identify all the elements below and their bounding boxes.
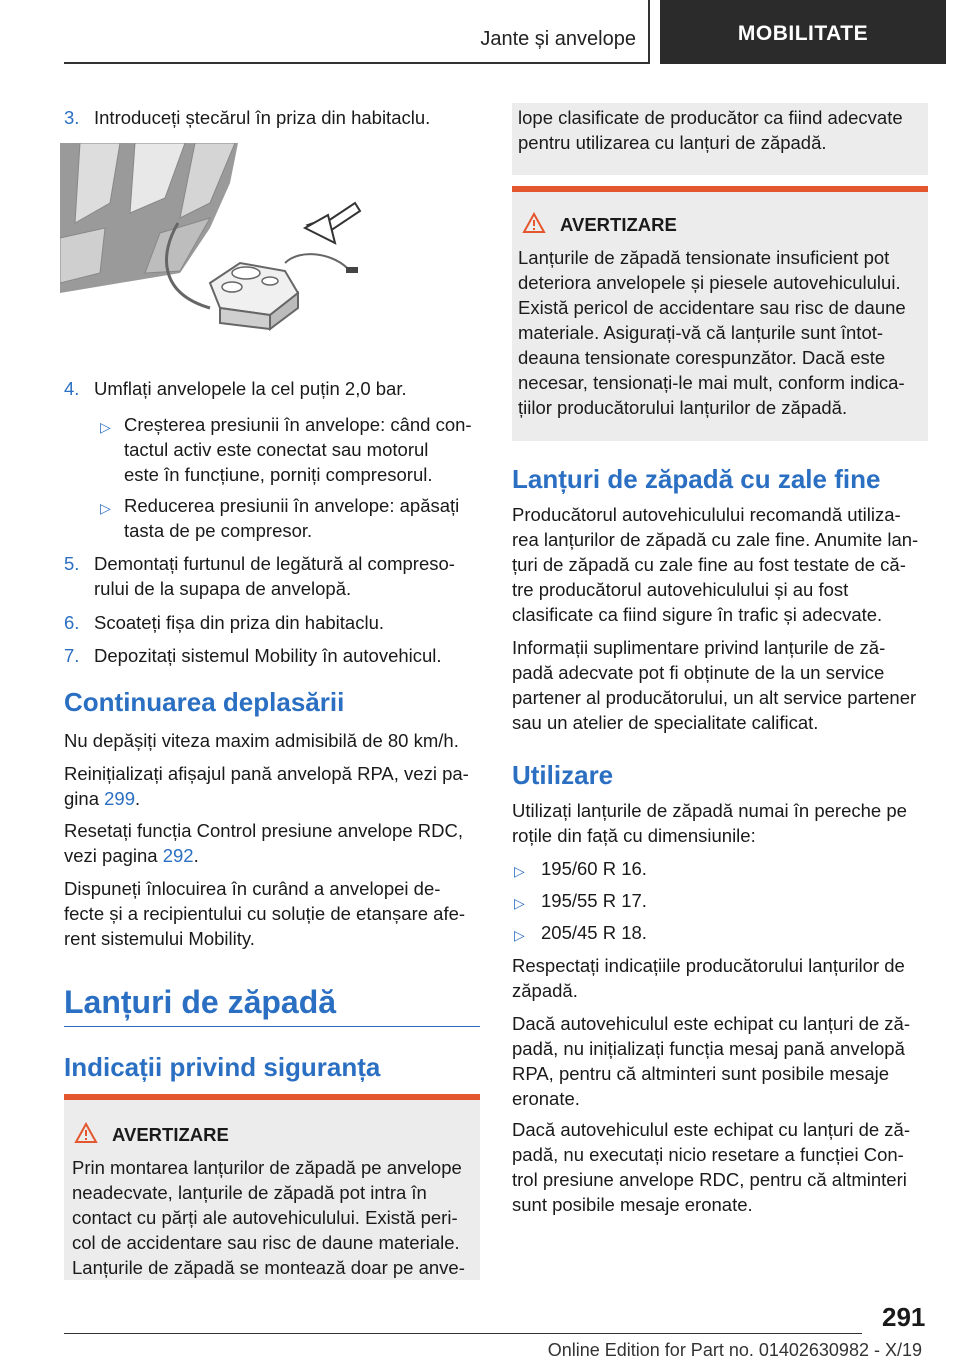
section-heading: Indicații privind siguranța [64,1052,381,1082]
paragraph-line: Dispuneți înlocuirea în curând a anvelopei de- [64,878,441,899]
warning-line: Lanțurile de zăpadă se montează doar pe anve- [72,1257,465,1278]
text: gina [64,788,105,809]
warning-line: pentru utilizarea cu lanțuri de zăpadă. [518,132,827,153]
warning-line: contact cu părți ale autovehiculului. Există peri- [72,1207,458,1228]
step-text: Introduceți ștecărul în priza din habitaclu. [94,107,431,128]
warning-triangle-icon [74,1122,98,1144]
warning-line: deauna tensionate corespunzător. Dacă este [518,347,886,368]
paragraph-line: eronate. [512,1088,580,1109]
arrow-icon [305,203,360,243]
substep-line: este în funcțiune, porniți compresorul. [124,464,433,485]
chapter-tab [660,0,946,64]
section-title: Jante și anvelope [480,28,636,50]
paragraph-line: rent sistemului Mobility. [64,928,255,949]
paragraph-line: padă, nu inițializați funcția mesaj pană anvelopă [512,1038,905,1059]
step-number: 4. [64,378,80,399]
substep-line: Creșterea presiunii în anvelope: când con- [124,414,472,435]
step-text: rului de la supapa de anvelopă. [94,578,352,599]
chapter-heading: Lanțuri de zăpadă [64,984,337,1020]
text: vezi pagina [64,845,163,866]
paragraph-line: partener al producătorului, un alt service partener [512,687,917,708]
paragraph-line: țuri de zăpadă cu zale fine au fost testate de că- [512,554,906,575]
page-link[interactable]: 299 [104,788,135,809]
page-link[interactable]: 292 [162,845,194,866]
paragraph: Reinițializați afișajul pană anvelopă RPA, vezi pa- [64,763,469,784]
compressor-illustration [60,143,380,333]
substep-line: Reducerea presiunii în anvelope: apăsați [124,495,460,516]
triangle-right-icon: ▷ [100,500,111,516]
step-number: 7. [64,645,80,666]
warning-line: deteriora anvelopele și piesele autovehiculului. [518,272,901,293]
step-text: Depozitați sistemul Mobility în autovehicul. [94,645,442,666]
size-item: 195/55 R 17. [541,890,647,911]
paragraph-line: Utilizați lanțurile de zăpadă numai în pereche pe [512,800,907,821]
paragraph-line: Dacă autovehiculul este echipat cu lanțuri de ză- [512,1119,910,1140]
warning-line: col de accidentare sau risc de daune materiale. [72,1232,460,1253]
paragraph-line: tre producătorul autovehiculului și au fost [512,579,849,600]
paragraph-line: RPA, pentru că altminteri sunt posibile mesaje [512,1063,890,1084]
warning-line: Prin montarea lanțurilor de zăpadă pe anvelope [72,1157,462,1178]
warning-line: Există pericol de accidentare sau risc de daune [518,297,906,318]
step-number: 6. [64,612,80,633]
step-number: 5. [64,553,80,574]
paragraph: Resetați funcția Control presiune anvelope RDC, [64,820,463,841]
paragraph-line: roțile din față cu dimensiunile: [512,825,756,846]
paragraph-line: fecte și a recipientului cu soluție de etanșare afe- [64,903,466,924]
text: . [193,845,199,866]
paragraph-line: sau un atelier de specialitate calificat. [512,712,819,733]
triangle-right-icon: ▷ [514,863,525,879]
edition-footer: Online Edition for Part no. 01402630982 - X/19 [547,1340,922,1360]
step-text: Umflați anvelopele la cel puțin 2,0 bar. [94,378,407,399]
paragraph: Nu depășiți viteza maxim admisibilă de 80 km/h. [64,730,459,751]
warning-line: neadecvate, lanțurile de zăpadă pot intra în [72,1182,427,1203]
warning-line: necesar, tensionați-le mai mult, conform indica- [518,372,905,393]
paragraph-line: trol presiune anvelope RDC, pentru că altminteri [512,1169,907,1190]
warning-title: AVERTIZARE [560,214,677,235]
paragraph-line: Producătorul autovehiculului recomandă utiliza- [512,504,901,525]
paragraph-line: rea lanțurilor de zăpadă cu zale fine. Anumite lan- [512,529,919,550]
paragraph-line: padă, nu executați nicio resetare a funcției Con- [512,1144,904,1165]
substep-line: tactul activ este conectat sau motorul [124,439,429,460]
triangle-right-icon: ▷ [514,927,525,943]
size-item: 205/45 R 18. [541,922,647,943]
paragraph-line: clasificate ca fiind sigure în trafic și adecvate. [512,604,883,625]
footer-rule [64,1333,862,1334]
heading-rule [64,1026,480,1027]
section-heading: Utilizare [512,760,614,790]
paragraph-line: Respectați indicațiile producătorului lanțurilor de [512,955,905,976]
paragraph-line: sunt posibile mesaje eronate. [512,1194,753,1215]
step-text: Scoateți fișa din priza din habitaclu. [94,612,385,633]
substep-line: tasta de pe compresor. [124,520,313,541]
paragraph [64,843,199,869]
size-item: 195/60 R 16. [541,858,647,879]
warning-line: Lanțurile de zăpadă tensionate insuficient pot [518,247,890,268]
warning-line: materiale. Asigurați-vă că lanțurile sunt întot- [518,322,884,343]
chapter-title: MOBILITATE [737,22,869,45]
step-text: Demontați furtunul de legătură al compreso- [94,553,455,574]
paragraph [64,786,140,812]
warning-line: lope clasificate de producător ca fiind adecvate [518,107,903,128]
paragraph-line: Informații suplimentare privind lanțurile de ză- [512,637,886,658]
section-heading: Continuarea deplasării [64,687,345,717]
section-heading: Lanțuri de zăpadă cu zale fine [512,464,881,494]
triangle-right-icon: ▷ [100,419,111,435]
text: . [135,788,141,809]
warning-triangle-icon [522,212,546,234]
paragraph-line: padă adecvate pot fi obținute de la un service [512,662,885,683]
warning-line: țiilor producătorului lanțurilor de zăpadă. [518,397,848,418]
page-number: 291 [882,1302,926,1332]
paragraph-line: zăpadă. [512,980,578,1001]
warning-title: AVERTIZARE [112,1124,229,1145]
paragraph-line: Dacă autovehiculul este echipat cu lanțuri de ză- [512,1013,910,1034]
step-number: 3. [64,107,80,128]
triangle-right-icon: ▷ [514,895,525,911]
